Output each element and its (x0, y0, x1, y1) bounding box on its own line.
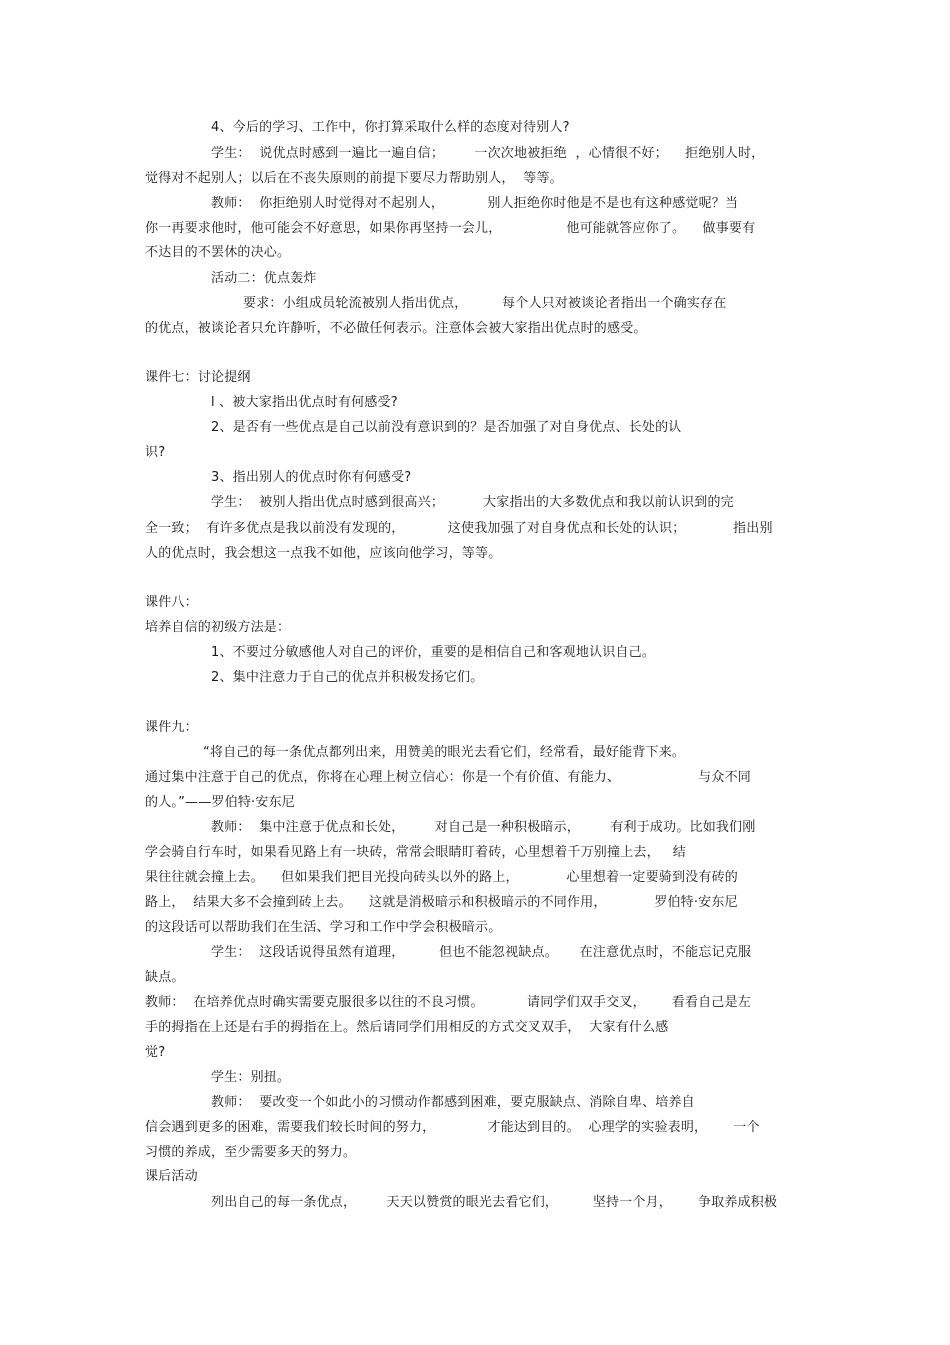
method-item-2: 2、集中注意力于自己的优点并积极发扬它们。 (211, 670, 484, 685)
question-4: 4、今后的学习、工作中，你打算采取什么样的态度对待别人? (211, 120, 570, 135)
activity-requirement-line: 要求：小组成员轮流被别人指出优点， 每个人只对被谈论者指出一个确实存在 (243, 296, 727, 311)
teacher-comment-line: 不达目的不罢休的决心。 (145, 245, 291, 260)
quote-line: “将自己的每一条优点都列出来，用赞美的眼光去看它们，经常看，最好能背下来。 (203, 745, 686, 760)
discussion-item-1: l 、被大家指出优点时有何感受? (211, 395, 398, 410)
quote-line: 的人。”——罗伯特·安东尼 (145, 795, 295, 810)
teacher-comment-line: 教师： 在培养优点时确实需要克服很多以往的不良习惯。 请同学们双手交叉， 看看自己是左 (145, 995, 751, 1010)
student-answer-line: 缺点。 (145, 970, 185, 985)
teacher-comment-line: 信会遇到更多的困难，需要我们较长时间的努力， 才能达到目的。 心理学的实验表明， 一个 (145, 1120, 760, 1135)
section-heading-courseware-7: 课件七：讨论提纲 (145, 370, 251, 385)
student-answer-line: 学生： 被别人指出优点时感到很高兴； 大家指出的大多数优点和我以前认识到的完 (211, 495, 734, 510)
quote-line: 通过集中注意于自己的优点，你将在心理上树立信心：你是一个有价值、有能力、 与众不同 (145, 770, 751, 785)
discussion-item-2-cont: 识? (145, 445, 166, 460)
teacher-comment-line: 教师： 要改变一个如此小的习惯动作都感到困难，要克服缺点、消除自卑、培养自 (211, 1095, 695, 1110)
teacher-comment-line: 教师： 集中注意于优点和长处， 对自己是一种积极暗示， 有利于成功。比如我们刚 (211, 820, 756, 835)
student-answer-line: 学生： 说优点时感到一遍比一遍自信； 一次次地被拒绝 ，心情很不好； 拒绝别人时， (211, 146, 765, 161)
activity-heading: 活动二：优点轰炸 (211, 271, 317, 286)
discussion-item-3: 3、指出别人的优点时你有何感受? (211, 470, 412, 485)
teacher-comment-line: 学会骑自行车时，如果看见路上有一块砖，常常会眼睛盯着砖，心里想着千万别撞上去， 结 (145, 845, 686, 860)
method-intro: 培养自信的初级方法是： (145, 620, 291, 635)
teacher-comment-line: 手的拇指在上还是右手的拇指在上。然后请同学们用相反的方式交叉双手， 大家有什么感 (145, 1020, 669, 1035)
section-heading-courseware-8: 课件八： (145, 595, 198, 610)
teacher-comment-line: 觉? (145, 1045, 166, 1060)
student-answer-line: 全一致； 有许多优点是我以前没有发现的， 这使我加强了对自身优点和长处的认识； 指出别 (145, 521, 773, 536)
discussion-item-2: 2、是否有一些优点是自己以前没有意识到的？是否加强了对自身优点、长处的认 (211, 420, 682, 435)
section-heading-courseware-9: 课件九： (145, 720, 198, 735)
activity-requirement-line: 的优点，被谈论者只允许静听，不必做任何表示。注意体会被大家指出优点时的感受。 (145, 321, 647, 336)
teacher-comment-line: 习惯的养成，至少需要多天的努力。 (145, 1145, 357, 1160)
student-answer-line: 学生：别扭。 (211, 1070, 291, 1085)
teacher-comment-line: 你一再要求他时，他可能会不好意思，如果你再坚持一会儿， 他可能就答应你了。 做事要有 (145, 221, 756, 236)
after-class-activity-line: 列出自己的每一条优点， 天天以赞赏的眼光去看它们， 坚持一个月， 争取养成积极 (211, 1195, 778, 1210)
after-class-heading: 课后活动 (145, 1169, 198, 1184)
teacher-comment-line: 教师： 你拒绝别人时觉得对不起别人， 别人拒绝你时他是不是也有这种感觉呢？当 (211, 196, 739, 211)
method-item-1: 1、不要过分敏感他人对自己的评价，重要的是相信自己和客观地认识自己。 (211, 645, 656, 660)
teacher-comment-line: 路上， 结果大多不会撞到砖上去。 这就是消极暗示和积极暗示的不同作用， 罗伯特·安东尼 (145, 895, 738, 910)
student-answer-line: 人的优点时，我会想这一点我不如他，应该向他学习，等等。 (145, 546, 502, 561)
student-answer-line: 觉得对不起别人；以后在不丧失原则的前提下要尽力帮助别人， 等等。 (145, 171, 563, 186)
student-answer-line: 学生： 这段话说得虽然有道理， 但也不能忽视缺点。 在注意优点时，不能忘记克服 (211, 945, 752, 960)
teacher-comment-line: 的这段话可以帮助我们在生活、学习和工作中学会积极暗示。 (145, 920, 502, 935)
teacher-comment-line: 果往往就会撞上去。 但如果我们把目光投向砖头以外的路上， 心里想着一定要骑到没有砖的 (145, 870, 738, 885)
